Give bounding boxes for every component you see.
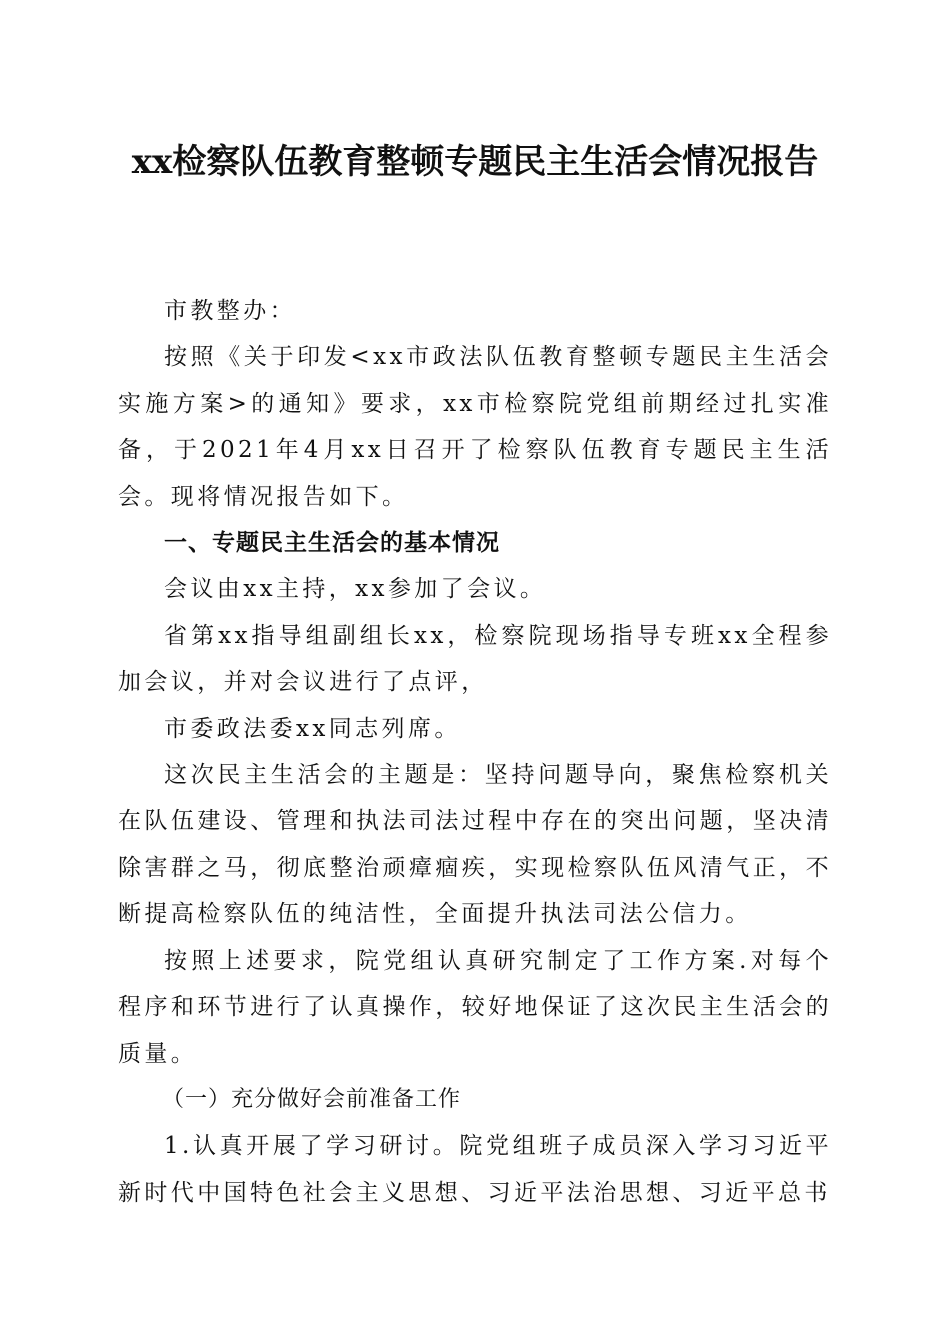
subsection-heading-preparation: （一）充分做好会前准备工作 (162, 1086, 462, 1112)
paragraph-host: 会议由xx主持，xx参加了会议。 (164, 576, 547, 603)
document-body (118, 288, 832, 1216)
paragraph-study: 1.认真开展了学习研讨。院党组班子成员深入学习习近平新时代中国特色社会主义思想、习近平法治思想、习近平总书 (118, 1133, 832, 1206)
intro-paragraph: 按照《关于印发<xx市政法队伍教育整顿专题民主生活会实施方案>的通知》要求，xx市检察院党组前期经过扎实准备，于2021年4月xx日召开了检察队伍教育专题民主生活会。现将情况报告如下。 (118, 344, 832, 510)
paragraph-work-plan: 按照上述要求，院党组认真研究制定了工作方案.对每个程序和环节进行了认真操作，较好地保证了这次民主生活会的质量。 (118, 947, 832, 1067)
paragraph-guidance: 省第xx指导组副组长xx，检察院现场指导专班xx全程参加会议，并对会议进行了点评， (118, 622, 832, 696)
salutation: 市教整办： (164, 298, 296, 324)
section-heading-basic-situation: 一、专题民主生活会的基本情况 (164, 530, 500, 557)
document-title: xx检察队伍教育整顿专题民主生活会情况报告 (131, 142, 819, 182)
paragraph-attendance: 市委政法委xx同志列席。 (164, 715, 461, 742)
paragraph-theme: 这次民主生活会的主题是：坚持问题导向，聚焦检察机关在队伍建设、管理和执法司法过程中存在的突出问题，坚决清除害群之马，彻底整治顽瘴痼疾，实现检察队伍风清气正，不断提高检察队伍的纯洁性，全面提升执法司法公信力。 (118, 762, 832, 928)
